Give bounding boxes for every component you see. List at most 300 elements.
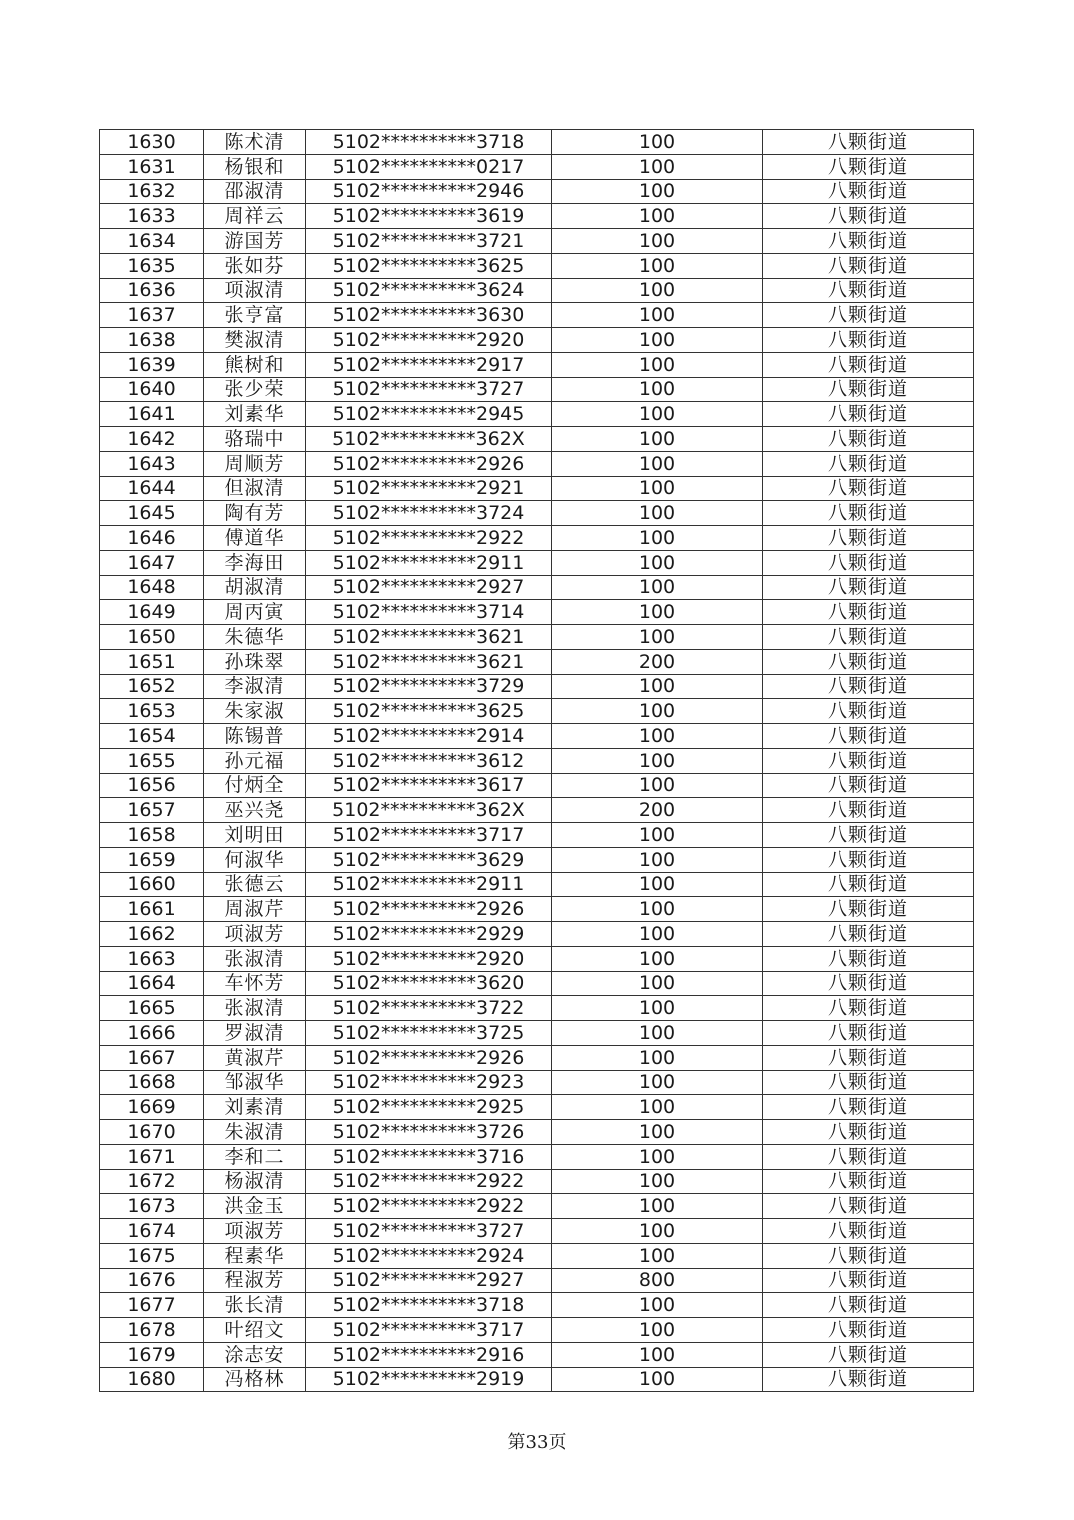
cell-street: 八颗街道	[763, 179, 974, 204]
cell-amount: 100	[552, 278, 763, 303]
table-row	[100, 303, 974, 328]
cell-street: 八颗街道	[763, 204, 974, 229]
cell-serial-number: 1644	[100, 476, 204, 501]
cell-name: 熊树和	[204, 352, 306, 377]
cell-street: 八颗街道	[763, 922, 974, 947]
cell-amount: 100	[552, 1367, 763, 1392]
cell-street: 八颗街道	[763, 1021, 974, 1046]
cell-id-number: 5102**********2917	[306, 352, 552, 377]
cell-name: 李海田	[204, 550, 306, 575]
cell-amount: 100	[552, 1021, 763, 1046]
cell-serial-number: 1631	[100, 154, 204, 179]
cell-street: 八颗街道	[763, 402, 974, 427]
cell-name: 张淑清	[204, 996, 306, 1021]
cell-id-number: 5102**********362X	[306, 427, 552, 452]
cell-id-number: 5102**********3717	[306, 1318, 552, 1343]
cell-street: 八颗街道	[763, 847, 974, 872]
cell-serial-number: 1669	[100, 1095, 204, 1120]
cell-amount: 100	[552, 1194, 763, 1219]
cell-serial-number: 1671	[100, 1144, 204, 1169]
cell-amount: 100	[552, 748, 763, 773]
cell-amount: 100	[552, 130, 763, 155]
table-row	[100, 724, 974, 749]
table-row	[100, 872, 974, 897]
cell-amount: 100	[552, 1144, 763, 1169]
cell-id-number: 5102**********2920	[306, 328, 552, 353]
cell-street: 八颗街道	[763, 1268, 974, 1293]
cell-name: 项淑芳	[204, 922, 306, 947]
cell-street: 八颗街道	[763, 1169, 974, 1194]
cell-amount: 100	[552, 773, 763, 798]
cell-id-number: 5102**********3714	[306, 600, 552, 625]
cell-amount: 100	[552, 154, 763, 179]
cell-serial-number: 1675	[100, 1243, 204, 1268]
cell-serial-number: 1676	[100, 1268, 204, 1293]
cell-street: 八颗街道	[763, 154, 974, 179]
cell-serial-number: 1661	[100, 897, 204, 922]
cell-street: 八颗街道	[763, 773, 974, 798]
cell-serial-number: 1634	[100, 229, 204, 254]
table-row	[100, 427, 974, 452]
table-row	[100, 328, 974, 353]
cell-serial-number: 1646	[100, 526, 204, 551]
cell-amount: 100	[552, 823, 763, 848]
cell-amount: 100	[552, 179, 763, 204]
table-row	[100, 773, 974, 798]
cell-serial-number: 1659	[100, 847, 204, 872]
table-row	[100, 253, 974, 278]
cell-name: 但淑清	[204, 476, 306, 501]
cell-street: 八颗街道	[763, 872, 974, 897]
cell-id-number: 5102**********2927	[306, 1268, 552, 1293]
cell-id-number: 5102**********2923	[306, 1070, 552, 1095]
cell-id-number: 5102**********2914	[306, 724, 552, 749]
cell-street: 八颗街道	[763, 748, 974, 773]
cell-amount: 100	[552, 971, 763, 996]
cell-id-number: 5102**********2922	[306, 526, 552, 551]
cell-name: 李和二	[204, 1144, 306, 1169]
cell-serial-number: 1639	[100, 352, 204, 377]
cell-street: 八颗街道	[763, 229, 974, 254]
table-row	[100, 476, 974, 501]
cell-id-number: 5102**********3620	[306, 971, 552, 996]
cell-street: 八颗街道	[763, 1293, 974, 1318]
cell-street: 八颗街道	[763, 575, 974, 600]
table-row	[100, 550, 974, 575]
cell-name: 张淑清	[204, 946, 306, 971]
cell-name: 何淑华	[204, 847, 306, 872]
cell-serial-number: 1663	[100, 946, 204, 971]
cell-id-number: 5102**********3725	[306, 1021, 552, 1046]
cell-street: 八颗街道	[763, 946, 974, 971]
cell-name: 傅道华	[204, 526, 306, 551]
cell-street: 八颗街道	[763, 625, 974, 650]
cell-amount: 100	[552, 1342, 763, 1367]
table-row	[100, 1021, 974, 1046]
cell-name: 邵淑清	[204, 179, 306, 204]
cell-amount: 100	[552, 1169, 763, 1194]
table-row	[100, 1243, 974, 1268]
cell-id-number: 5102**********2922	[306, 1194, 552, 1219]
cell-amount: 100	[552, 427, 763, 452]
cell-amount: 100	[552, 600, 763, 625]
cell-amount: 100	[552, 575, 763, 600]
cell-amount: 100	[552, 476, 763, 501]
table-row	[100, 971, 974, 996]
cell-street: 八颗街道	[763, 130, 974, 155]
cell-name: 朱淑清	[204, 1120, 306, 1145]
cell-id-number: 5102**********2921	[306, 476, 552, 501]
cell-id-number: 5102**********3630	[306, 303, 552, 328]
cell-id-number: 5102**********2926	[306, 451, 552, 476]
cell-amount: 100	[552, 1243, 763, 1268]
cell-id-number: 5102**********3624	[306, 278, 552, 303]
table-row	[100, 1268, 974, 1293]
cell-name: 张亨富	[204, 303, 306, 328]
cell-name: 周丙寅	[204, 600, 306, 625]
cell-id-number: 5102**********3727	[306, 1219, 552, 1244]
table-row	[100, 1367, 974, 1392]
cell-amount: 100	[552, 1219, 763, 1244]
table-row	[100, 154, 974, 179]
cell-street: 八颗街道	[763, 724, 974, 749]
table-row	[100, 823, 974, 848]
cell-name: 朱德华	[204, 625, 306, 650]
cell-serial-number: 1656	[100, 773, 204, 798]
cell-street: 八颗街道	[763, 1243, 974, 1268]
cell-amount: 800	[552, 1268, 763, 1293]
cell-serial-number: 1637	[100, 303, 204, 328]
cell-amount: 100	[552, 996, 763, 1021]
cell-street: 八颗街道	[763, 427, 974, 452]
data-table	[99, 129, 974, 1392]
cell-name: 巫兴尧	[204, 798, 306, 823]
cell-name: 邹淑华	[204, 1070, 306, 1095]
cell-amount: 100	[552, 204, 763, 229]
cell-name: 骆瑞中	[204, 427, 306, 452]
cell-street: 八颗街道	[763, 1095, 974, 1120]
cell-name: 孙元福	[204, 748, 306, 773]
cell-street: 八颗街道	[763, 1045, 974, 1070]
cell-serial-number: 1636	[100, 278, 204, 303]
cell-name: 游国芳	[204, 229, 306, 254]
cell-street: 八颗街道	[763, 1367, 974, 1392]
cell-street: 八颗街道	[763, 303, 974, 328]
cell-name: 杨淑清	[204, 1169, 306, 1194]
cell-id-number: 5102**********3716	[306, 1144, 552, 1169]
cell-id-number: 5102**********3612	[306, 748, 552, 773]
cell-name: 胡淑清	[204, 575, 306, 600]
cell-street: 八颗街道	[763, 451, 974, 476]
cell-serial-number: 1679	[100, 1342, 204, 1367]
cell-amount: 100	[552, 550, 763, 575]
cell-id-number: 5102**********3617	[306, 773, 552, 798]
cell-serial-number: 1666	[100, 1021, 204, 1046]
cell-name: 冯格林	[204, 1367, 306, 1392]
table-row	[100, 625, 974, 650]
cell-street: 八颗街道	[763, 1194, 974, 1219]
cell-id-number: 5102**********3727	[306, 377, 552, 402]
table-row	[100, 377, 974, 402]
cell-id-number: 5102**********3621	[306, 625, 552, 650]
cell-amount: 100	[552, 922, 763, 947]
cell-name: 洪金玉	[204, 1194, 306, 1219]
cell-street: 八颗街道	[763, 1318, 974, 1343]
cell-serial-number: 1642	[100, 427, 204, 452]
cell-amount: 100	[552, 1045, 763, 1070]
cell-street: 八颗街道	[763, 600, 974, 625]
cell-id-number: 5102**********3621	[306, 649, 552, 674]
cell-id-number: 5102**********3625	[306, 253, 552, 278]
cell-serial-number: 1641	[100, 402, 204, 427]
cell-street: 八颗街道	[763, 971, 974, 996]
table-row	[100, 1070, 974, 1095]
cell-id-number: 5102**********2916	[306, 1342, 552, 1367]
cell-street: 八颗街道	[763, 476, 974, 501]
cell-amount: 100	[552, 328, 763, 353]
cell-serial-number: 1643	[100, 451, 204, 476]
cell-id-number: 5102**********2926	[306, 897, 552, 922]
cell-street: 八颗街道	[763, 1144, 974, 1169]
cell-name: 周淑芹	[204, 897, 306, 922]
page-number: 第33页	[507, 1432, 567, 1453]
cell-serial-number: 1658	[100, 823, 204, 848]
table-row	[100, 748, 974, 773]
cell-amount: 100	[552, 303, 763, 328]
table-row	[100, 130, 974, 155]
cell-id-number: 5102**********2919	[306, 1367, 552, 1392]
cell-amount: 100	[552, 847, 763, 872]
cell-serial-number: 1649	[100, 600, 204, 625]
table-row	[100, 1318, 974, 1343]
cell-amount: 100	[552, 1095, 763, 1120]
table-row	[100, 1045, 974, 1070]
cell-amount: 100	[552, 1070, 763, 1095]
cell-id-number: 5102**********3722	[306, 996, 552, 1021]
cell-street: 八颗街道	[763, 897, 974, 922]
table-row	[100, 526, 974, 551]
table-row	[100, 451, 974, 476]
cell-name: 叶绍文	[204, 1318, 306, 1343]
table-row	[100, 179, 974, 204]
cell-serial-number: 1654	[100, 724, 204, 749]
table-row	[100, 699, 974, 724]
cell-serial-number: 1660	[100, 872, 204, 897]
cell-id-number: 5102**********2922	[306, 1169, 552, 1194]
cell-amount: 100	[552, 897, 763, 922]
cell-id-number: 5102**********2925	[306, 1095, 552, 1120]
cell-serial-number: 1672	[100, 1169, 204, 1194]
cell-amount: 200	[552, 798, 763, 823]
cell-street: 八颗街道	[763, 278, 974, 303]
cell-id-number: 5102**********2926	[306, 1045, 552, 1070]
cell-name: 陈锡普	[204, 724, 306, 749]
cell-serial-number: 1668	[100, 1070, 204, 1095]
cell-serial-number: 1678	[100, 1318, 204, 1343]
table-row	[100, 1144, 974, 1169]
cell-serial-number: 1651	[100, 649, 204, 674]
cell-street: 八颗街道	[763, 377, 974, 402]
cell-street: 八颗街道	[763, 352, 974, 377]
table-row	[100, 278, 974, 303]
table-row	[100, 1219, 974, 1244]
cell-amount: 100	[552, 451, 763, 476]
table-row	[100, 600, 974, 625]
cell-amount: 100	[552, 229, 763, 254]
cell-id-number: 5102**********0217	[306, 154, 552, 179]
cell-name: 涂志安	[204, 1342, 306, 1367]
table-row	[100, 229, 974, 254]
cell-street: 八颗街道	[763, 328, 974, 353]
cell-street: 八颗街道	[763, 1070, 974, 1095]
cell-name: 张长清	[204, 1293, 306, 1318]
cell-serial-number: 1635	[100, 253, 204, 278]
table-row	[100, 402, 974, 427]
cell-id-number: 5102**********2927	[306, 575, 552, 600]
cell-street: 八颗街道	[763, 1219, 974, 1244]
cell-amount: 100	[552, 872, 763, 897]
cell-name: 黄淑芹	[204, 1045, 306, 1070]
cell-name: 程淑芳	[204, 1268, 306, 1293]
table-row	[100, 1293, 974, 1318]
cell-street: 八颗街道	[763, 823, 974, 848]
table-row	[100, 204, 974, 229]
cell-amount: 100	[552, 674, 763, 699]
cell-name: 刘素清	[204, 1095, 306, 1120]
cell-street: 八颗街道	[763, 550, 974, 575]
cell-serial-number: 1680	[100, 1367, 204, 1392]
cell-id-number: 5102**********362X	[306, 798, 552, 823]
cell-serial-number: 1662	[100, 922, 204, 947]
cell-id-number: 5102**********2920	[306, 946, 552, 971]
table-row	[100, 1194, 974, 1219]
table-row	[100, 1169, 974, 1194]
cell-id-number: 5102**********2945	[306, 402, 552, 427]
cell-serial-number: 1664	[100, 971, 204, 996]
cell-amount: 100	[552, 253, 763, 278]
cell-id-number: 5102**********3724	[306, 501, 552, 526]
cell-street: 八颗街道	[763, 996, 974, 1021]
cell-street: 八颗街道	[763, 1342, 974, 1367]
cell-id-number: 5102**********2911	[306, 550, 552, 575]
cell-name: 付炳全	[204, 773, 306, 798]
cell-serial-number: 1677	[100, 1293, 204, 1318]
cell-street: 八颗街道	[763, 1120, 974, 1145]
cell-amount: 200	[552, 649, 763, 674]
cell-street: 八颗街道	[763, 699, 974, 724]
cell-serial-number: 1653	[100, 699, 204, 724]
table-row	[100, 996, 974, 1021]
cell-amount: 100	[552, 352, 763, 377]
cell-serial-number: 1633	[100, 204, 204, 229]
table-row	[100, 1120, 974, 1145]
table-row	[100, 352, 974, 377]
cell-name: 朱家淑	[204, 699, 306, 724]
cell-serial-number: 1647	[100, 550, 204, 575]
cell-amount: 100	[552, 1318, 763, 1343]
cell-street: 八颗街道	[763, 501, 974, 526]
cell-serial-number: 1673	[100, 1194, 204, 1219]
cell-amount: 100	[552, 699, 763, 724]
cell-street: 八颗街道	[763, 526, 974, 551]
cell-id-number: 5102**********3718	[306, 130, 552, 155]
cell-name: 程素华	[204, 1243, 306, 1268]
cell-serial-number: 1655	[100, 748, 204, 773]
cell-name: 孙珠翠	[204, 649, 306, 674]
cell-amount: 100	[552, 1293, 763, 1318]
table-row	[100, 1095, 974, 1120]
cell-amount: 100	[552, 526, 763, 551]
cell-id-number: 5102**********2911	[306, 872, 552, 897]
cell-name: 张德云	[204, 872, 306, 897]
cell-name: 周祥云	[204, 204, 306, 229]
cell-id-number: 5102**********3721	[306, 229, 552, 254]
cell-serial-number: 1657	[100, 798, 204, 823]
cell-serial-number: 1630	[100, 130, 204, 155]
cell-serial-number: 1648	[100, 575, 204, 600]
table-row	[100, 1342, 974, 1367]
table-body	[100, 130, 974, 1392]
cell-serial-number: 1667	[100, 1045, 204, 1070]
cell-amount: 100	[552, 625, 763, 650]
cell-amount: 100	[552, 724, 763, 749]
cell-name: 李淑清	[204, 674, 306, 699]
cell-amount: 100	[552, 1120, 763, 1145]
cell-serial-number: 1650	[100, 625, 204, 650]
table-row	[100, 674, 974, 699]
cell-id-number: 5102**********3726	[306, 1120, 552, 1145]
cell-serial-number: 1645	[100, 501, 204, 526]
cell-name: 张如芬	[204, 253, 306, 278]
cell-serial-number: 1670	[100, 1120, 204, 1145]
cell-amount: 100	[552, 501, 763, 526]
cell-name: 周顺芳	[204, 451, 306, 476]
cell-amount: 100	[552, 946, 763, 971]
cell-serial-number: 1640	[100, 377, 204, 402]
cell-street: 八颗街道	[763, 798, 974, 823]
cell-amount: 100	[552, 402, 763, 427]
cell-name: 杨银和	[204, 154, 306, 179]
cell-serial-number: 1652	[100, 674, 204, 699]
cell-street: 八颗街道	[763, 649, 974, 674]
cell-serial-number: 1638	[100, 328, 204, 353]
cell-id-number: 5102**********3619	[306, 204, 552, 229]
cell-name: 陈术清	[204, 130, 306, 155]
cell-serial-number: 1632	[100, 179, 204, 204]
cell-name: 张少荣	[204, 377, 306, 402]
table-row	[100, 501, 974, 526]
table-row	[100, 798, 974, 823]
cell-name: 车怀芳	[204, 971, 306, 996]
cell-id-number: 5102**********2946	[306, 179, 552, 204]
cell-name: 罗淑清	[204, 1021, 306, 1046]
table-row	[100, 649, 974, 674]
cell-name: 刘素华	[204, 402, 306, 427]
cell-name: 樊淑清	[204, 328, 306, 353]
cell-id-number: 5102**********3625	[306, 699, 552, 724]
cell-name: 刘明田	[204, 823, 306, 848]
cell-name: 陶有芳	[204, 501, 306, 526]
cell-id-number: 5102**********2929	[306, 922, 552, 947]
cell-amount: 100	[552, 377, 763, 402]
cell-name: 项淑芳	[204, 1219, 306, 1244]
cell-id-number: 5102**********3718	[306, 1293, 552, 1318]
cell-street: 八颗街道	[763, 674, 974, 699]
table-row	[100, 946, 974, 971]
cell-id-number: 5102**********2924	[306, 1243, 552, 1268]
cell-id-number: 5102**********3629	[306, 847, 552, 872]
table-row	[100, 897, 974, 922]
